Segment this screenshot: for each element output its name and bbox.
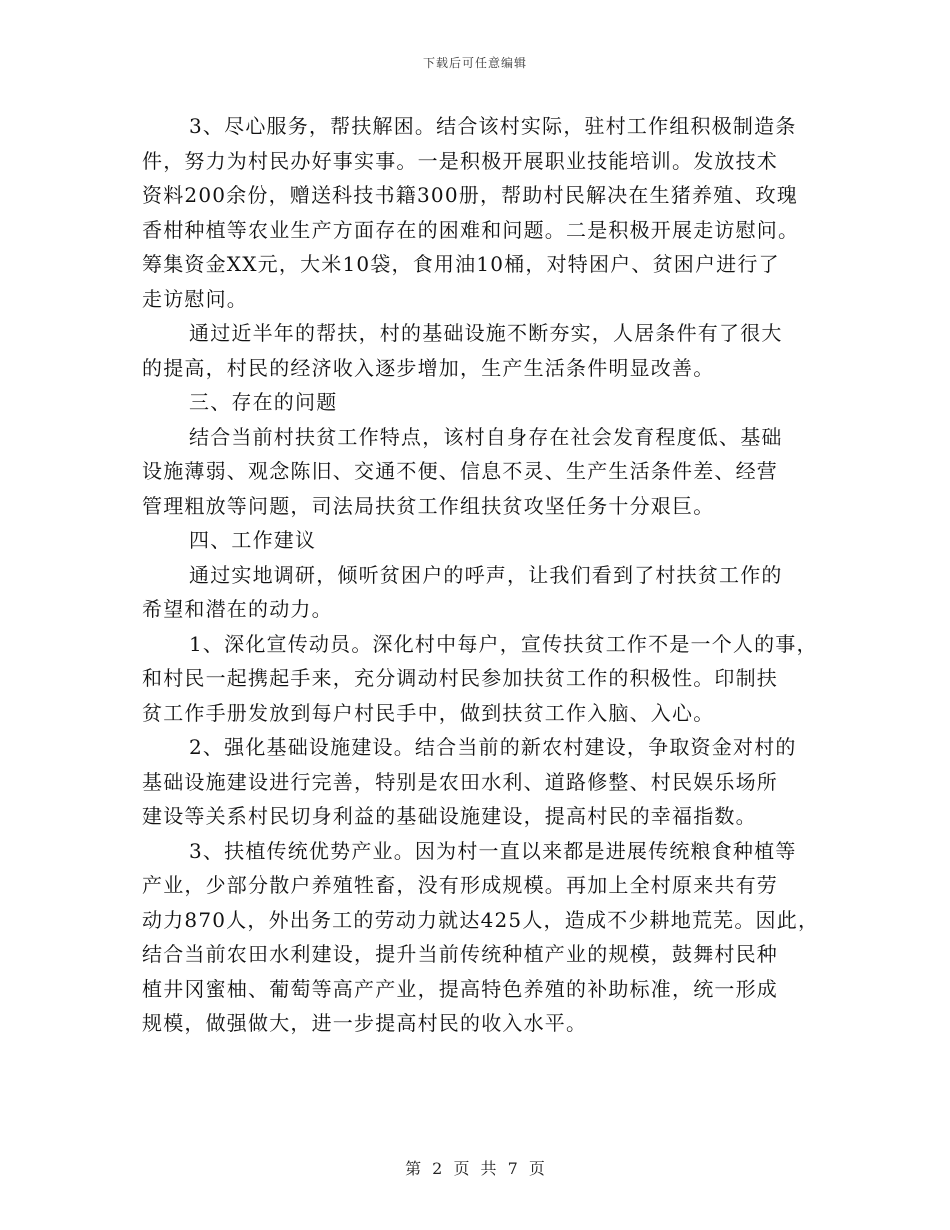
paragraph-line: 的提高，村民的经济收入逐步增加，生产生活条件明显改善。 bbox=[142, 355, 715, 380]
paragraph-line: 和村民一起携起手来，充分调动村民参加扶贫工作的积极性。印制扶 bbox=[142, 666, 778, 690]
paragraph-line: 1、深化宣传动员。深化村中每户，宣传扶贫工作不是一个人的事， bbox=[189, 631, 818, 656]
paragraph-line: 筹集资金XX元，大米10袋，食用油10桶，对特困户、贫困户进行了 bbox=[142, 252, 780, 276]
paragraph-line: 植井冈蜜柚、葡萄等高产产业，提高特色养殖的补助标准，统一形成 bbox=[142, 976, 778, 1001]
paragraph-line: 设施薄弱、观念陈旧、交通不便、信息不灵、生产生活条件差、经营 bbox=[142, 459, 778, 483]
paragraph-line: 3、尽心服务，帮扶解困。结合该村实际，驻村工作组积极制造条 bbox=[189, 114, 797, 138]
paragraph-line: 件，努力为村民办好事实事。一是积极开展职业技能培训。发放技术 bbox=[142, 148, 778, 173]
paragraph-line: 建设等关系村民切身利益的基础设施建设，提高村民的幸福指数。 bbox=[142, 804, 757, 828]
paragraph-line: 管理粗放等问题，司法局扶贫工作组扶贫攻坚任务十分艰巨。 bbox=[142, 493, 715, 518]
paragraph-line: 资料200余份，赠送科技书籍300册，帮助村民解决在生猪养殖、玫瑰 bbox=[142, 183, 798, 207]
paragraph-line: 基础设施建设进行完善，特别是农田水利、道路修整、村民娱乐场所 bbox=[142, 769, 778, 794]
section-heading: 三、存在的问题 bbox=[189, 390, 338, 414]
paragraph-line: 贫工作手册发放到每户村民手中，做到扶贫工作入脑、入心。 bbox=[142, 700, 715, 725]
paragraph-line: 香柑种植等农业生产方面存在的困难和问题。二是积极开展走访慰问。 bbox=[142, 217, 800, 242]
paragraph-line: 2、强化基础设施建设。结合当前的新农村建设，争取资金对村的 bbox=[189, 735, 797, 759]
paragraph-line: 通过实地调研，倾听贫困户的呼声，让我们看到了村扶贫工作的 bbox=[189, 562, 783, 587]
paragraph-line: 3、扶植传统优势产业。因为村一直以来都是进展传统粮食种植等 bbox=[189, 838, 797, 863]
page-number: 第 2 页 共 7 页 bbox=[405, 1159, 545, 1178]
paragraph-line: 希望和潜在的动力。 bbox=[142, 597, 333, 621]
paragraph-line: 走访慰问。 bbox=[142, 286, 248, 311]
section-heading: 四、工作建议 bbox=[189, 528, 317, 552]
paragraph-line: 产业，少部分散户养殖牲畜，没有形成规模。再加上全村原来共有劳 bbox=[142, 873, 778, 897]
paragraph-line: 通过近半年的帮扶，村的基础设施不断夯实，人居条件有了很大 bbox=[189, 321, 783, 345]
page-header-note: 下载后可任意编辑 bbox=[422, 56, 527, 70]
paragraph-line: 结合当前村扶贫工作特点，该村自身存在社会发育程度低、基础 bbox=[189, 424, 783, 449]
paragraph-line: 结合当前农田水利建设，提升当前传统种植产业的规模，鼓舞村民种 bbox=[142, 942, 778, 966]
paragraph-line: 动力870人，外出务工的劳动力就达425人，造成不少耕地荒芜。因此， bbox=[142, 907, 820, 932]
document-body bbox=[142, 109, 832, 1041]
paragraph-line: 规模，做强做大，进一步提高村民的收入水平。 bbox=[142, 1011, 588, 1035]
